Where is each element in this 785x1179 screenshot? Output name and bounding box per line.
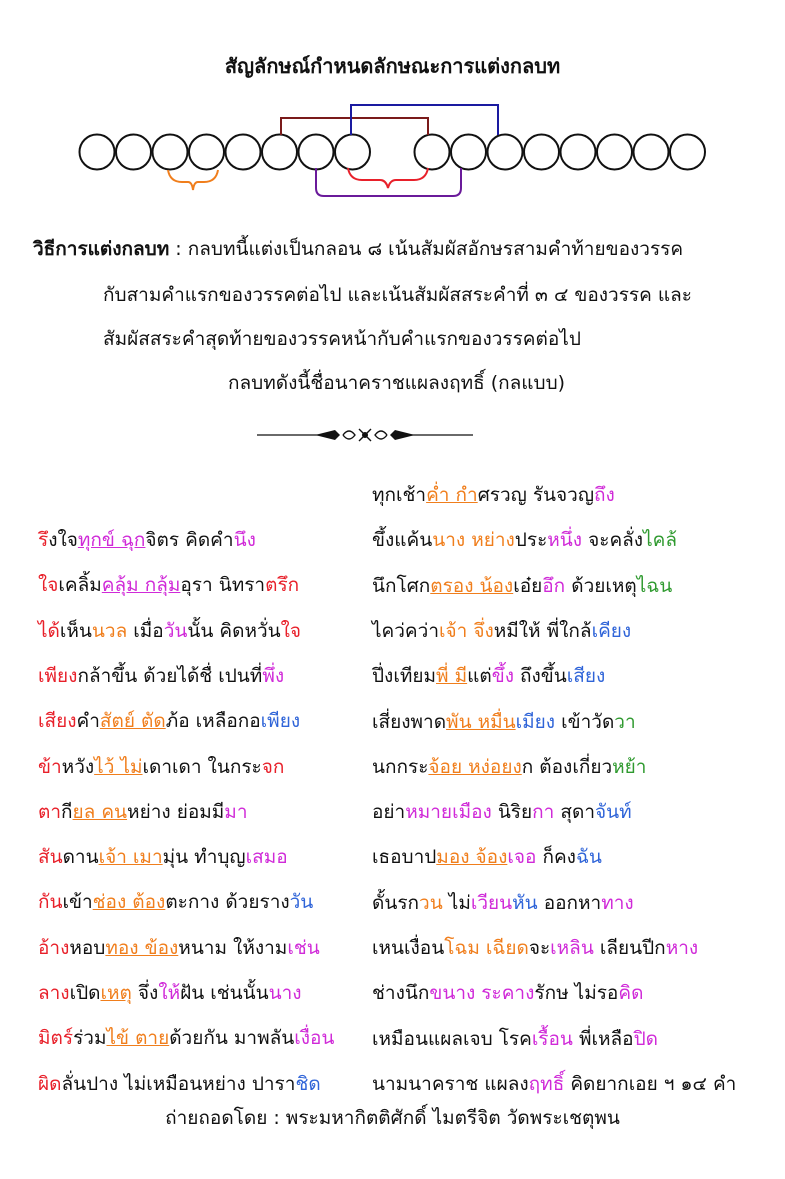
verse-word: ด้วยเหตุ (565, 574, 637, 597)
verse-word: มุ่น ทำบุญ (162, 846, 246, 869)
verse-word: หย้า (612, 755, 647, 778)
verse-line-right (372, 661, 605, 691)
verse-word: เหมือนแผลเจบ โรค (372, 1027, 532, 1050)
verse-word: กล้าขึ้น ด้วยได้ชื่ เปนที่ (77, 664, 263, 687)
verse-word: อ้าง (38, 936, 70, 959)
verse-word: โฉม เฉียด (444, 937, 529, 959)
verse-word: นกกระ (372, 755, 429, 778)
verse-word: แต่ (467, 665, 492, 688)
verse-word: ฤทธิ์ (528, 1072, 565, 1095)
verse-word: หนึ่ง (547, 529, 583, 552)
verse-word: ดาน (62, 846, 99, 869)
verse-word: หวัง (61, 755, 95, 778)
verse-word: พี่ มี (436, 665, 468, 688)
verse-word: ข้า (38, 755, 62, 778)
verse-word: สัน (38, 846, 63, 869)
verse-word: ปิด (633, 1027, 658, 1050)
syllable-circle (597, 135, 632, 170)
description-line-1 (33, 234, 683, 264)
page-title: สัญลักษณ์กำหนดลักษณะการแต่งกลบท (224, 54, 561, 78)
verse-word: มา (224, 800, 248, 823)
verse-word: จิตร คิดคำ (145, 529, 234, 551)
description-label: วิธีการแต่งกลบท (33, 238, 170, 260)
verse-word: ึงใจ (48, 529, 78, 551)
verse-word: เวียน (470, 891, 513, 914)
verse-word: ดั้นรก (372, 891, 420, 914)
verse-word: เห็น (59, 619, 92, 642)
verse-word: เจ้า จึ่ง (438, 619, 494, 642)
verse-word: ช่างนึก (372, 982, 430, 1005)
verse-word: หมายเมือง (405, 801, 492, 824)
syllable-circle (488, 135, 523, 170)
brown-arc (281, 118, 428, 135)
syllable-circle (80, 135, 115, 170)
verse-word: เมื่อ (127, 619, 164, 642)
verse-word: เพียง (38, 664, 78, 687)
verse-word: ก ต้องเกี่ยว (521, 755, 613, 778)
verse-word: ตรอง น้อง (430, 574, 514, 597)
verse-word: ตรึก (265, 574, 300, 597)
verse-word: มอง จ้อง (436, 846, 508, 869)
verse-word: ขนาง ระคาง (429, 982, 535, 1005)
verse-line-right (372, 1069, 736, 1099)
syllable-circle (299, 135, 334, 170)
verse-word: สัตย์ ตัด (99, 710, 166, 733)
verse-line-left (38, 570, 299, 600)
verse-word: นั้น คิดหวั่น (187, 619, 281, 642)
verse-line-right (372, 797, 632, 827)
verse-line-left (38, 661, 284, 691)
verse-word: เสมอ (245, 846, 288, 869)
verse-word: จันท์ (595, 801, 632, 824)
verse-word: ถึงขึ้น (513, 665, 567, 688)
verse-word: ช่อง ต้อง (92, 891, 166, 914)
verse-word: ตา (38, 800, 62, 823)
verse-word: ได้ (38, 619, 60, 642)
verse-word: เคียง (591, 619, 632, 642)
verse-word: ปึ่งเทียม (372, 665, 437, 688)
red-brace-right (348, 168, 428, 188)
verse-word: เธอบาป (372, 846, 437, 869)
verse-word: วัน (163, 619, 188, 642)
verse-word: ถึง (594, 484, 615, 506)
verse-word: หาง (665, 937, 699, 959)
syllable-circles (80, 135, 706, 170)
verse-word: เมียง (515, 710, 556, 733)
verse-word: นิริย (491, 801, 533, 824)
verse-word: ลาง (38, 982, 70, 1004)
verse-word: วน (419, 891, 443, 914)
verse-word: เอ๋ย (513, 574, 543, 597)
verse-word: จะ (528, 937, 551, 959)
verse-word: ร่วม (73, 1027, 107, 1050)
verse-word: มิตร์ (38, 1027, 74, 1050)
verse-line-right (372, 571, 672, 601)
verse-word: กี (61, 800, 73, 823)
verse-word: ภ้อ เหลือกอ (165, 710, 261, 733)
verse-word: ตะกาง ด้วยราง (165, 891, 290, 914)
verse-word: เข้า (62, 891, 93, 914)
verse-word: ใจ (280, 619, 302, 642)
verse-word: เสียง (566, 665, 606, 688)
verse-word: วัน (289, 891, 314, 914)
syllable-circle (524, 135, 559, 170)
description-text: : กลบทนี้แต่งเป็นกลอน ๘ เน้นสัมผัสอักษรสามคำท้ายของวรรค (169, 238, 684, 260)
verse-word: พี่เหลือ (572, 1027, 634, 1050)
syllable-circle (226, 135, 261, 170)
verse-word: เพียง (260, 710, 301, 733)
verse-word: ทุกเช้า (372, 484, 427, 506)
verse-word: เสี่ยงพาด (372, 710, 447, 733)
verse-word: เจอ (507, 846, 537, 869)
verse-word: ขึ้งแค้น (372, 529, 433, 552)
verse-word: ค่ำ กำ (426, 484, 478, 506)
verse-word: เคลิ้ม (58, 574, 102, 597)
verse-word: พึ่ง (262, 664, 285, 687)
syllable-circle (670, 135, 705, 170)
verse-word: ร (38, 529, 49, 551)
verse-word: ลั่นปาง ไม่เหมือนหย่าง ปารา (61, 1072, 296, 1095)
verse-word: เลียนปีก (593, 937, 666, 959)
description-line-3: สัมผัสสระคำสุดท้ายของวรรคหน้ากับคำแรกของวรรคต่อไป (103, 328, 581, 350)
verse-word: คิด (618, 982, 644, 1005)
verse-word: ไข้ ตาย (106, 1027, 170, 1050)
verse-word: กา (532, 801, 555, 824)
verse-word: เสียง (38, 710, 77, 733)
verse-word: เข้าวัด (555, 710, 615, 733)
verse-line-left (38, 797, 248, 827)
verse-word: เจ้า เมา (98, 846, 163, 869)
verse-line-right (372, 888, 634, 918)
syllable-circle (561, 135, 596, 170)
verse-line-left (38, 842, 288, 872)
verse-line-left (38, 706, 300, 736)
verse-word: ออกหา (537, 891, 602, 914)
verse-word: ชิด (295, 1072, 321, 1095)
verse-word: นามนาคราช แผลง (372, 1072, 529, 1095)
verse-word: นาง (268, 982, 302, 1004)
verse-word: จก (261, 755, 285, 778)
verse-word: ไคว่คว่า (372, 619, 439, 642)
verse-line-left (38, 525, 256, 555)
verse-word: ผิด (38, 1072, 62, 1095)
verse-word: จึ่ง (131, 982, 159, 1004)
verse-word: ขึ้ง (491, 665, 514, 688)
verse-word: ไฉน (636, 574, 673, 597)
verse-word: เหนเงื่อน (372, 937, 445, 959)
verse-line-right (372, 707, 636, 737)
verse-line-right (372, 933, 698, 963)
verse-line-left (38, 752, 284, 782)
verse-line-right (372, 1024, 658, 1054)
verse-line-left (38, 933, 320, 963)
verse-word: จะคลั่ง (582, 529, 644, 552)
verse-word: นาง หย่าง (432, 529, 515, 552)
verse-word: ทุกข์ ฉุก (77, 529, 146, 551)
verse-word: ไม่ (442, 891, 471, 914)
syllable-circle (189, 135, 224, 170)
circle-pattern-diagram (0, 100, 785, 205)
verse-word: อย่า (372, 801, 406, 824)
verse-word: วา (614, 710, 636, 733)
verse-word: นึกโศก (372, 574, 431, 597)
verse-line-left (38, 1069, 321, 1099)
syllable-circle (415, 135, 450, 170)
verse-word: เปิด (69, 982, 101, 1004)
verse-word: ศรวญ รันจวญ (477, 484, 595, 506)
verse-word: ฉัน (575, 846, 602, 869)
verse-line-right (372, 616, 631, 646)
verse-line-right (372, 480, 615, 510)
description-line-4: กลบทดังนี้ชื่อนาคราชแผลงฤทธิ์ (กลแบบ) (228, 372, 566, 394)
verse-word: ไว้ ไม่ (94, 755, 143, 778)
verse-word: เรื้อน (531, 1027, 573, 1050)
verse-word: ก็คง (536, 846, 576, 869)
verse-word: หนาม ให้งาม (178, 936, 288, 959)
verse-word: ยล คน (72, 800, 128, 823)
orange-brace-left (168, 170, 218, 190)
verse-word: เดาเดา ในกระ (142, 755, 262, 778)
verse-line-left (38, 887, 313, 917)
verse-line-left (38, 978, 302, 1008)
purple-arc (316, 168, 461, 196)
verse-word: ทาง (601, 891, 634, 914)
verse-word: หัน (512, 891, 538, 914)
verse-word: เช่น (287, 936, 320, 959)
verse-word: ด้วยกัน มาพลัน (169, 1027, 295, 1050)
verse-line-right (372, 842, 602, 872)
verse-word: จ้อย หง่อยง (428, 755, 522, 778)
verse-word: เงื่อน (294, 1027, 335, 1050)
verse-word: หมีให้ พี่ใกล้ (493, 619, 592, 642)
verse-word: ให้ (158, 982, 181, 1004)
verse-word: นึง (233, 529, 256, 551)
verse-word: รักษ ไม่รอ (534, 982, 619, 1005)
verse-word: เหตุ (100, 982, 132, 1004)
ornamental-divider (255, 423, 475, 447)
verse-word: คลุ้ม กลุ้ม (101, 574, 181, 597)
verse-word: อึก (542, 574, 566, 597)
syllable-circle (634, 135, 669, 170)
verse-word: คิดยากเอย ฯ ๑๔ คำ (564, 1072, 737, 1095)
verse-word: เหลิน (550, 937, 594, 959)
verse-word: สุดา (554, 801, 595, 824)
verse-word: กัน (38, 891, 63, 914)
verse-line-right (372, 525, 677, 555)
verse-word: ใจ (38, 574, 59, 597)
verse-word: นวล (91, 619, 128, 642)
verse-line-right (372, 752, 646, 782)
verse-word: พัน หมื่น (446, 710, 516, 733)
verse-word: ประ (514, 529, 548, 552)
syllable-circle (451, 135, 486, 170)
syllable-circle (262, 135, 297, 170)
verse-word: ไคล้ (643, 529, 678, 552)
verse-word: ฝัน เช่นนั้น (180, 982, 269, 1004)
verse-word: อุรา นิทรา (180, 574, 266, 597)
navy-arc (351, 105, 498, 135)
verse-line-left (38, 1023, 334, 1053)
description-line-2: กับสามคำแรกของวรรคต่อไป และเน้นสัมผัสสระคำที่ ๓ ๔ ของวรรค และ (103, 284, 692, 306)
verse-word: คำ (76, 710, 100, 733)
syllable-circle (153, 135, 188, 170)
verse-line-left (38, 616, 301, 646)
syllable-circle (116, 135, 151, 170)
verse-word: หย่าง ย่อมมี (127, 800, 225, 823)
verse-line-right (372, 978, 643, 1008)
footer-credit: ถ่ายถอดโดย : พระมหากิตติศักดิ์ ไมตรีจิต วัดพระเชตุพน (165, 1107, 620, 1129)
syllable-circle (335, 135, 370, 170)
verse-word: ทอง ข้อง (105, 936, 179, 959)
verse-word: หอบ (69, 936, 106, 959)
